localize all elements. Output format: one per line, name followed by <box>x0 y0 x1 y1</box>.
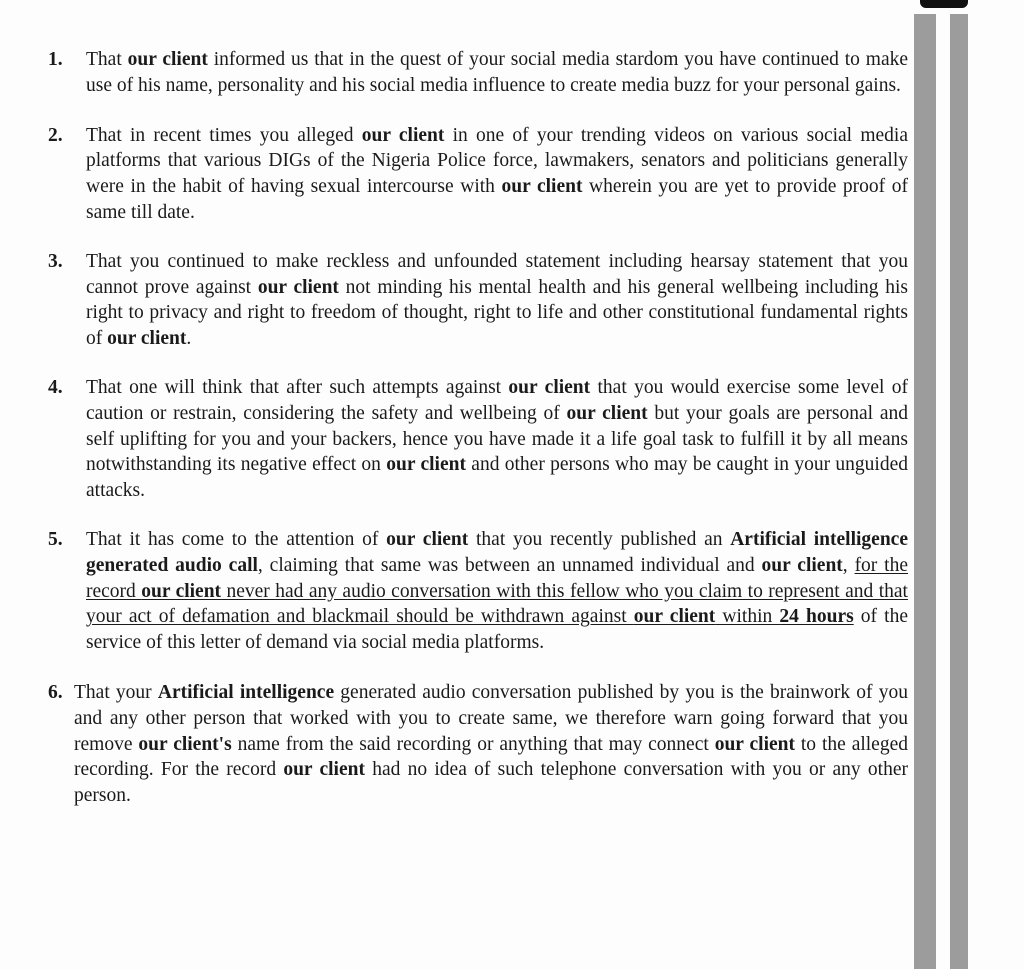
bar-cap-decoration <box>920 0 968 8</box>
clause-text-segment: not minding his mental health and his general wellbeing including his right to privacy and right to freedom of thought, right to life and other constitutional fundamental rights of <box>86 276 908 350</box>
clause-text-segment: informed us that in the quest of your social media stardom you have continued to make use of his name, personality and his social media influence to create media buzz for your personal gains. <box>86 49 909 96</box>
clause-item <box>48 375 908 504</box>
clause-text <box>74 682 908 806</box>
clause-text <box>86 529 908 653</box>
clause-text-segment: That it has come to the attention of <box>86 528 387 550</box>
clause-text-segment: That you continued to make reckless and unfounded statement including hearsay statement that you cannot prove against <box>86 250 908 298</box>
clause-text <box>86 49 908 96</box>
clause-text <box>86 377 908 501</box>
clause-text-segment: that you recently published an <box>468 528 731 550</box>
clause-text-segment: our client <box>386 454 466 476</box>
clause-text-segment: our client <box>714 733 795 755</box>
clause-text-segment: generated audio conversation published by you is the brainwork of you and any other person that worked with you to create same, we therefore warn going forward that you remove <box>74 681 908 755</box>
clause-text-segment: wherein you are yet to provide proof of same till date. <box>86 176 908 223</box>
margin-bar-right <box>950 14 968 969</box>
clause-number: 4. <box>48 376 63 398</box>
clause-number: 1. <box>48 49 63 70</box>
clause-item <box>48 680 908 809</box>
clause-text-segment: to the alleged recording. For the record <box>74 733 908 781</box>
clause-text-segment: our client <box>127 49 208 70</box>
clause-text-segment: for the record <box>86 554 909 602</box>
clause-text-segment: our client <box>566 402 648 424</box>
clause-text-segment: our client's <box>138 733 232 755</box>
clause-item <box>48 123 908 226</box>
clause-text-segment: our client <box>141 580 222 602</box>
clause-text-segment: . <box>186 328 192 350</box>
clause-text-segment: name from the said recording or anything that may connect <box>231 733 715 755</box>
margin-bar-left <box>914 14 936 969</box>
clause-item <box>48 527 908 656</box>
clause-list <box>48 47 908 832</box>
clause-text-segment: of the service of this letter of demand via social media platforms. <box>86 606 909 654</box>
clause-text-segment: Artificial intelligence <box>157 681 335 703</box>
clause-text-segment: 24 hours <box>779 606 854 628</box>
clause-text <box>86 251 908 349</box>
clause-number: 5. <box>48 528 63 550</box>
clause-number: 3. <box>48 250 63 272</box>
clause-number: 2. <box>48 124 63 146</box>
clause-text-segment: our client <box>361 124 445 146</box>
clause-text-segment: , claiming that same was between an unnamed individual and <box>257 554 762 576</box>
clause-text-segment: had no idea of such telephone conversation with you or any other person. <box>74 759 908 807</box>
clause-text-segment: our client <box>257 276 339 298</box>
clause-number: 6. <box>48 681 63 703</box>
clause-text-segment: within <box>715 606 780 628</box>
clause-text-segment: our client <box>761 554 843 576</box>
clause-text-segment: That your <box>74 681 158 703</box>
clause-text-segment: , <box>842 554 855 576</box>
clause-text-segment: our client <box>501 176 583 198</box>
clause-text-segment: That in recent times you alleged <box>86 124 362 146</box>
clause-text <box>86 125 908 223</box>
clause-text-segment: but your goals are personal and self uplifting for you and your backers, hence you have made it a life goal task to fulfill it by all means notwithstanding its negative effect on <box>86 402 908 476</box>
clause-text-segment: our client <box>386 528 469 550</box>
clause-text-segment: our client <box>283 759 365 781</box>
clause-text-segment: That one will think that after such attempts against <box>86 376 509 398</box>
clause-text-segment: our client <box>508 376 591 398</box>
page-edge-bars <box>914 0 1024 969</box>
clause-text-segment: That <box>86 49 128 70</box>
clause-text-segment: our client <box>107 328 187 350</box>
clause-text-segment: Artificial intelligence generated audio call <box>86 528 908 576</box>
clause-text-segment: in one of your trending videos on various social media platforms that various DIGs of the Nigeria Police force, lawmakers, senators and politicians generally were in the habit of having sexual intercourse with <box>86 124 908 198</box>
clause-item <box>48 249 908 352</box>
clause-item <box>48 47 908 99</box>
clause-text-segment: our client <box>633 606 716 628</box>
clause-text-segment: that you would exercise some level of caution or restrain, considering the safety and wellbeing of <box>86 376 908 424</box>
clause-text-segment: and other persons who may be caught in your unguided attacks. <box>86 454 908 502</box>
clause-text-segment: never had any audio conversation with this fellow who you claim to represent and that your act of defamation and blackmail should be withdrawn against <box>86 580 908 628</box>
